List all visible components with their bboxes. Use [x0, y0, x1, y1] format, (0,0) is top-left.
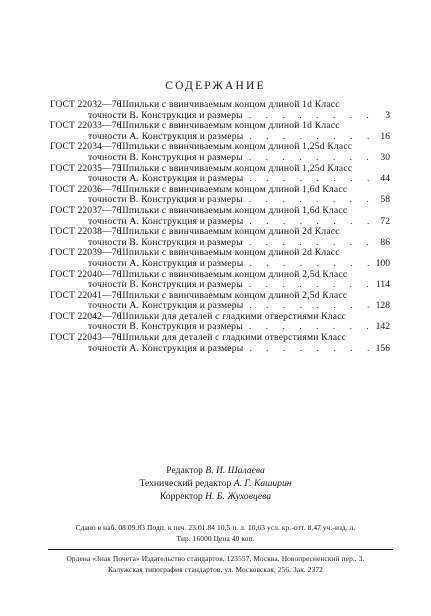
toc-entry — [50, 312, 390, 333]
toc-entry-first-line — [50, 270, 390, 281]
toc-entry-subtitle: точности А. Конструкция и размеры — [88, 343, 244, 354]
toc-entry-code: ГОСТ 22040—76 — [50, 269, 122, 280]
dot-leader — [243, 259, 372, 270]
print-info-line-1: Сдано в наб. 08.09.83 Подп. к печ. 23.01.84 10,5 п. л. 10,63 усл. кр.-отт. 8,47 уч.-изд. л. — [75, 523, 356, 532]
toc-entry-second-line — [50, 111, 390, 122]
dot-leader — [243, 280, 372, 291]
toc-entry-title: Шпильки для деталей с гладкими отверстиями Класс — [119, 311, 347, 322]
toc-entry — [50, 100, 390, 121]
credits-block — [0, 464, 431, 503]
toc-entry-subtitle: точности В. Конструкция и размеры — [88, 322, 243, 333]
toc-entry-subtitle: точности В. Конструкция и размеры — [88, 110, 243, 121]
toc-entry-title: Шпильки с ввинчиваемым концом длиной 1d Класс — [119, 100, 340, 110]
toc-entry-second-line — [50, 322, 390, 333]
toc-entry-code: ГОСТ 22036—76 — [50, 184, 122, 195]
toc-entry — [50, 291, 390, 312]
divider — [48, 549, 393, 550]
toc-entry — [50, 185, 390, 206]
toc-entry-title: Шпильки с ввинчиваемым концом длиной 1,25d Класс — [119, 142, 353, 153]
toc-entry-code: ГОСТ 22038—76 — [50, 227, 122, 238]
tech-editor-role: Технический редактор — [139, 478, 232, 489]
toc-entry-title: Шпильки для деталей с гладкими отверстиями Класс — [119, 333, 347, 344]
toc-entry-second-line — [50, 280, 390, 291]
toc-entry-code: ГОСТ 22041—76 — [50, 290, 122, 301]
toc-entry — [50, 227, 390, 248]
toc-entry-subtitle: точности А. Конструкция и размеры — [88, 301, 244, 312]
dot-leader — [243, 174, 372, 185]
toc-entry-first-line — [50, 164, 390, 175]
toc-entry-first-line — [50, 312, 390, 323]
toc-entry — [50, 333, 390, 354]
toc-entry-subtitle: точности А. Конструкция и размеры — [88, 174, 244, 185]
toc-entry-first-line — [50, 227, 390, 238]
proofreader-line — [0, 490, 431, 503]
toc-entry-code: ГОСТ 22039—76 — [50, 248, 122, 259]
toc-entry-first-line — [50, 142, 390, 153]
toc-entry-first-line — [50, 291, 390, 302]
toc-entry-page: 100 — [375, 258, 390, 269]
toc-entry-subtitle: точности А. Конструкция и размеры — [88, 131, 244, 142]
print-info — [0, 522, 431, 544]
tech-editor-line — [0, 477, 431, 490]
dot-leader — [243, 111, 372, 122]
dot-leader — [243, 322, 372, 333]
toc-entry-first-line — [50, 248, 390, 259]
toc-entry-page: 114 — [375, 280, 390, 291]
toc-entry-code: ГОСТ 22042—76 — [50, 311, 122, 322]
toc-entry-second-line — [50, 153, 390, 164]
proofreader-name: Н. Б. Жуховцева — [205, 491, 272, 502]
toc-entry — [50, 121, 390, 142]
toc-entry-code: ГОСТ 22043—76 — [50, 333, 122, 344]
print-info-line-2: Тир. 16000 Цена 40 коп. — [176, 534, 255, 543]
toc-entry-second-line — [50, 301, 390, 312]
toc-entry-second-line — [50, 217, 390, 228]
toc-entry — [50, 164, 390, 185]
toc-entry-page: 72 — [380, 216, 390, 227]
toc-entry-page: 128 — [375, 301, 390, 312]
dot-leader — [243, 238, 372, 249]
toc-entry-subtitle: точности А. Конструкция и размеры — [88, 258, 244, 269]
toc-entry-page: 16 — [380, 131, 390, 142]
toc-entry-subtitle: точности В. Конструкция и размеры — [88, 280, 243, 291]
toc-entry-title: Шпильки с ввинчиваемым концом длиной 2d Класс — [119, 227, 340, 238]
toc-entry-subtitle: точности В. Конструкция и размеры — [88, 152, 243, 163]
toc-entry-code: ГОСТ 22034—76 — [50, 142, 122, 153]
toc-entry-page: 142 — [375, 322, 390, 333]
editor-line — [0, 464, 431, 477]
editor-role: Редактор — [166, 465, 203, 476]
toc-entry — [50, 206, 390, 227]
proofreader-role: Корректор — [159, 491, 203, 502]
toc-entry-subtitle: точности В. Конструкция и размеры — [88, 195, 243, 206]
toc-entry-title: Шпильки с ввинчиваемым концом длиной 1d Класс — [119, 121, 340, 132]
toc-entry-title: Шпильки с ввинчиваемым концом длиной 2,5d Класс — [119, 290, 348, 301]
dot-leader — [243, 344, 372, 355]
toc-entry-second-line — [50, 259, 390, 270]
toc-entry-title: Шпильки с ввинчиваемым концом длиной 1,6d Класс — [119, 205, 348, 216]
dot-leader — [243, 217, 372, 228]
editor-name: В. И. Шалаева — [205, 465, 265, 476]
toc-entry-page: 30 — [380, 152, 390, 163]
toc-entry-first-line — [50, 121, 390, 132]
toc-entry-first-line — [50, 100, 390, 111]
toc-entry-code: ГОСТ 22032—76 — [50, 100, 122, 110]
toc-entry-second-line — [50, 174, 390, 185]
toc-entry-first-line — [50, 206, 390, 217]
dot-leader — [243, 132, 372, 143]
toc-entry-second-line — [50, 132, 390, 143]
publisher-info — [0, 553, 431, 575]
toc-entry-page: 3 — [385, 110, 390, 121]
toc-entry — [50, 142, 390, 163]
toc-list — [50, 100, 390, 354]
toc-entry-subtitle: точности В. Конструкция и размеры — [88, 237, 243, 248]
toc-entry-code: ГОСТ 22033—76 — [50, 121, 122, 132]
toc-entry-first-line — [50, 333, 390, 344]
toc-entry-page: 86 — [380, 237, 390, 248]
toc-entry-second-line — [50, 238, 390, 249]
toc-entry-subtitle: точности А. Конструкция и размеры — [88, 216, 244, 227]
toc-entry-page: 58 — [380, 195, 390, 206]
tech-editor-name: А. Г. Каширин — [233, 478, 292, 489]
dot-leader — [243, 301, 372, 312]
toc-entry-code: ГОСТ 22037—76 — [50, 205, 122, 216]
toc-entry — [50, 270, 390, 291]
dot-leader — [243, 195, 372, 206]
publisher-line-2: Калужская типография стандартов, ул. Московская, 256. Зак. 2372 — [108, 565, 323, 574]
toc-entry-title: Шпильки с ввинчиваемым концом длиной 2,5d Класс — [119, 269, 348, 280]
publisher-line-1: Ордена «Знак Почета» Издательство стандартов, 123557, Москва, Новопресненский пер., 3. — [66, 554, 365, 563]
toc-entry-title: Шпильки с ввинчиваемым концом длиной 1,25d Класс — [119, 163, 353, 174]
toc-title: СОДЕРЖАНИЕ — [165, 80, 266, 92]
toc-entry-page: 156 — [375, 343, 390, 354]
toc-entry-first-line — [50, 185, 390, 196]
toc-entry-page: 44 — [380, 174, 390, 185]
toc-entry — [50, 248, 390, 269]
toc-entry-code: ГОСТ 22035—75 — [50, 163, 122, 174]
toc-entry-title: Шпильки с ввинчиваемым концом длиной 1,6d Класс — [119, 184, 348, 195]
dot-leader — [243, 153, 372, 164]
toc-entry-title: Шпильки с ввинчиваемым концом длиной 2d Класс — [119, 248, 340, 259]
toc-entry-second-line — [50, 344, 390, 355]
toc-entry-second-line — [50, 195, 390, 206]
